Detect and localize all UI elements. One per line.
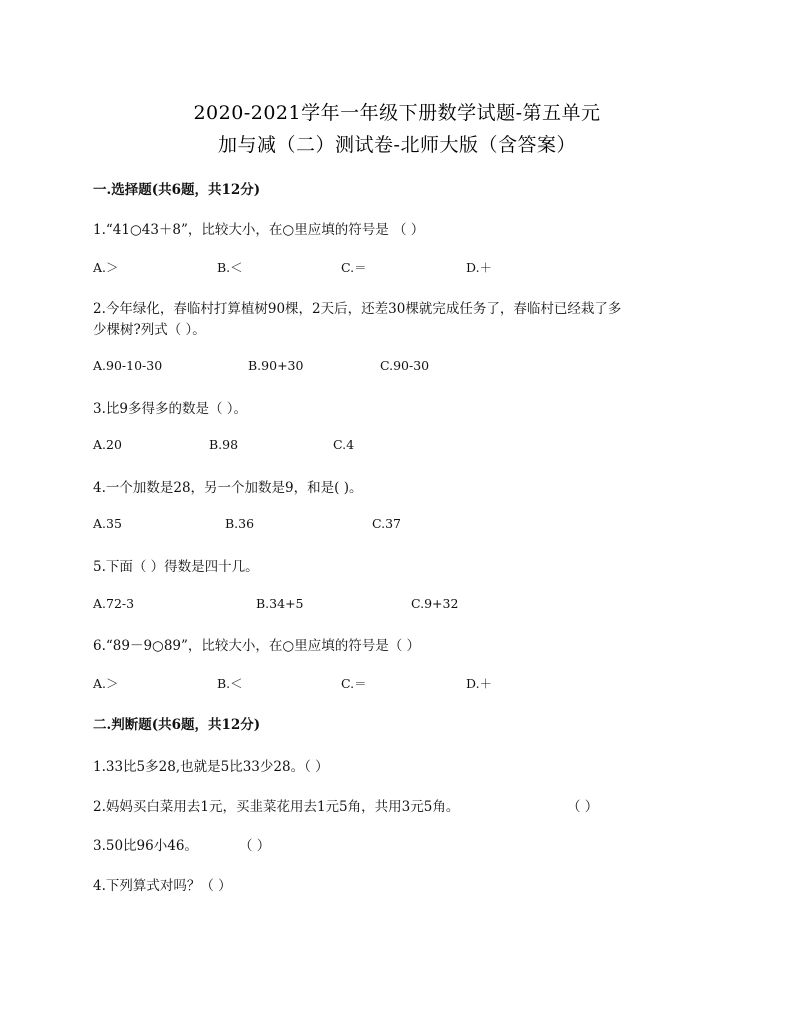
question-4-option-b: B.36 xyxy=(225,516,255,531)
document-title-line2: 加与减（二）测试卷-北师大版（含答案） xyxy=(218,134,576,156)
document-title-line1: 2020-2021学年一年级下册数学试题-第五单元 xyxy=(193,102,601,124)
judgement-2-text: 2.妈妈买白菜用去1元，买韭菜花用去1元5角，共用3元5角。 xyxy=(93,799,460,815)
question-5-option-a: A.72-3 xyxy=(93,596,135,611)
question-6-option-c: C.＝ xyxy=(341,676,367,691)
question-1-option-d: D.＋ xyxy=(466,260,493,275)
question-1-text: 1.“41○43＋8”，比较大小，在○里应填的符号是 （ ） xyxy=(93,222,425,238)
question-6-option-a: A.＞ xyxy=(93,676,119,691)
question-6-text: 6.“89－9○89”，比较大小，在○里应填的符号是（ ） xyxy=(93,638,420,654)
question-3-option-c: C.4 xyxy=(333,437,355,452)
judgement-3-text: 3.50比96小46。 xyxy=(93,838,198,854)
question-2-option-c: C.90-30 xyxy=(380,358,430,373)
question-3-option-b: B.98 xyxy=(209,437,239,452)
question-4-option-a: A.35 xyxy=(93,516,122,531)
judgement-2-answer-paren: （ ） xyxy=(567,799,599,815)
section-heading-judgement: 二.判断题(共6题，共12分) xyxy=(93,717,261,733)
question-5-option-c: C.9+32 xyxy=(411,596,459,611)
question-3-text: 3.比9多得多的数是（ ）。 xyxy=(93,401,248,417)
judgement-1-text: 1.33比5多28,也就是5比33少28。（ ） xyxy=(93,759,329,775)
question-4-text: 4.一个加数是28，另一个加数是9，和是( )。 xyxy=(93,480,363,496)
question-2-option-b: B.90+30 xyxy=(248,358,304,373)
section-heading-choice: 一.选择题(共6题，共12分) xyxy=(93,182,261,198)
question-5-text: 5.下面（ ）得数是四十几。 xyxy=(93,559,259,575)
question-1-option-a: A.＞ xyxy=(93,260,119,275)
question-2-text-line1: 2.今年绿化，春临村打算植树90棵，2天后，还差30棵就完成任务了，春临村已经栽了多 xyxy=(93,301,622,317)
question-5-option-b: B.34+5 xyxy=(256,596,304,611)
question-3-option-a: A.20 xyxy=(93,437,122,452)
judgement-4-text: 4.下列算式对吗？（ ） xyxy=(93,878,232,894)
question-6-option-b: B.＜ xyxy=(217,676,243,691)
judgement-3-answer-paren: （ ） xyxy=(239,838,271,854)
question-2-text-line2: 少棵树?列式（ ）。 xyxy=(93,322,206,338)
question-4-option-c: C.37 xyxy=(372,516,401,531)
question-1-option-b: B.＜ xyxy=(217,260,243,275)
question-2-option-a: A.90-10-30 xyxy=(93,358,163,373)
question-1-option-c: C.＝ xyxy=(341,260,367,275)
question-6-option-d: D.＋ xyxy=(466,676,493,691)
